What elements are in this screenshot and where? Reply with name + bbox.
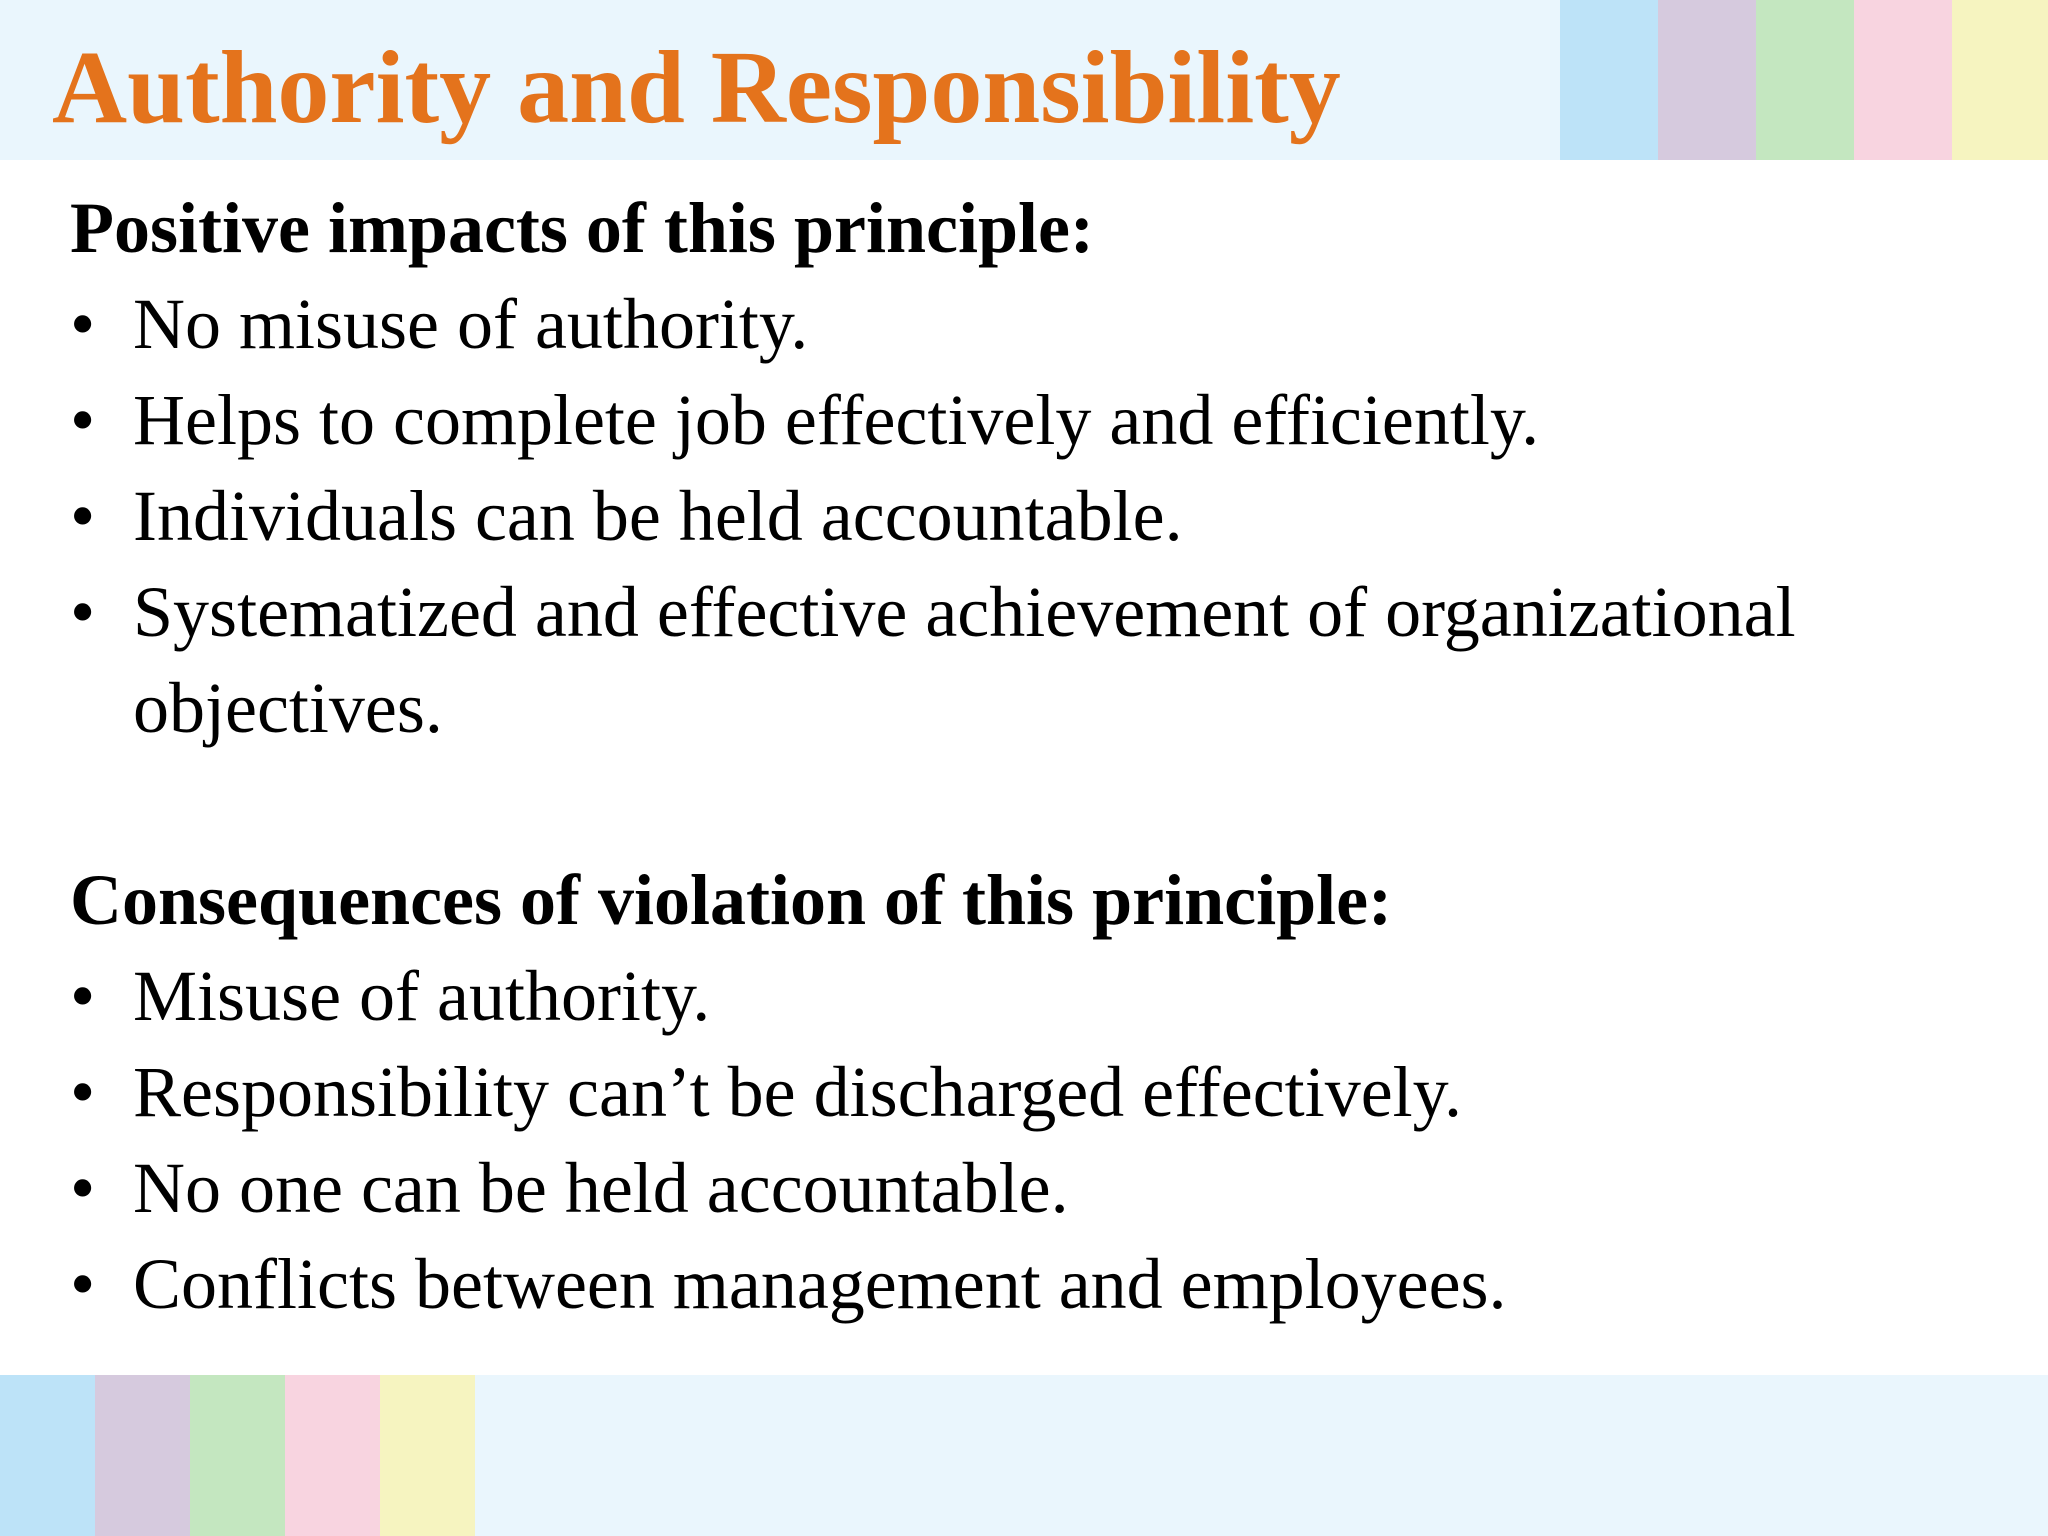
slide-content — [70, 180, 1990, 1332]
stripe-lavender — [1658, 0, 1756, 160]
list-item — [70, 1140, 1990, 1236]
footer-color-stripes — [0, 1375, 475, 1536]
consequences-heading: Consequences of violation of this principle: — [70, 860, 1393, 940]
section-spacer — [70, 756, 1990, 852]
bullet-icon: • — [70, 1244, 96, 1324]
list-item-text: Conflicts between management and employees. — [133, 1244, 1507, 1324]
bullet-icon: • — [70, 284, 96, 364]
stripe-green — [190, 1375, 285, 1536]
list-item-text: Responsibility can’t be discharged effectively. — [133, 1052, 1462, 1132]
list-item-text: Individuals can be held accountable. — [133, 476, 1183, 556]
list-item — [70, 1236, 1990, 1332]
list-item — [70, 468, 1990, 564]
consequences-list — [70, 948, 1990, 1332]
list-item — [70, 276, 1990, 372]
slide-title: Authority and Responsibility — [52, 30, 1341, 145]
stripe-pink — [285, 1375, 380, 1536]
list-item-text: No one can be held accountable. — [133, 1148, 1069, 1228]
bullet-icon: • — [70, 380, 96, 460]
positive-impacts-heading: Positive impacts of this principle: — [70, 188, 1094, 268]
bullet-icon: • — [70, 572, 96, 652]
list-item — [70, 948, 1990, 1044]
stripe-pink — [1854, 0, 1952, 160]
stripe-green — [1756, 0, 1854, 160]
list-item-text: Helps to complete job effectively and efficiently. — [133, 380, 1540, 460]
list-item — [70, 1044, 1990, 1140]
list-item-text: Systematized and effective achievement of organizational objectives. — [133, 572, 1796, 748]
bullet-icon: • — [70, 1148, 96, 1228]
stripe-blue — [0, 1375, 95, 1536]
stripe-lavender — [95, 1375, 190, 1536]
bullet-icon: • — [70, 956, 96, 1036]
header-color-stripes — [1560, 0, 2048, 160]
bullet-icon: • — [70, 476, 96, 556]
list-item-text: No misuse of authority. — [133, 284, 809, 364]
stripe-blue — [1560, 0, 1658, 160]
list-item-text: Misuse of authority. — [133, 956, 711, 1036]
bullet-icon: • — [70, 1052, 96, 1132]
list-item — [70, 372, 1990, 468]
stripe-yellow — [380, 1375, 475, 1536]
stripe-yellow — [1952, 0, 2048, 160]
list-item — [70, 564, 1990, 756]
positive-impacts-list — [70, 276, 1990, 756]
